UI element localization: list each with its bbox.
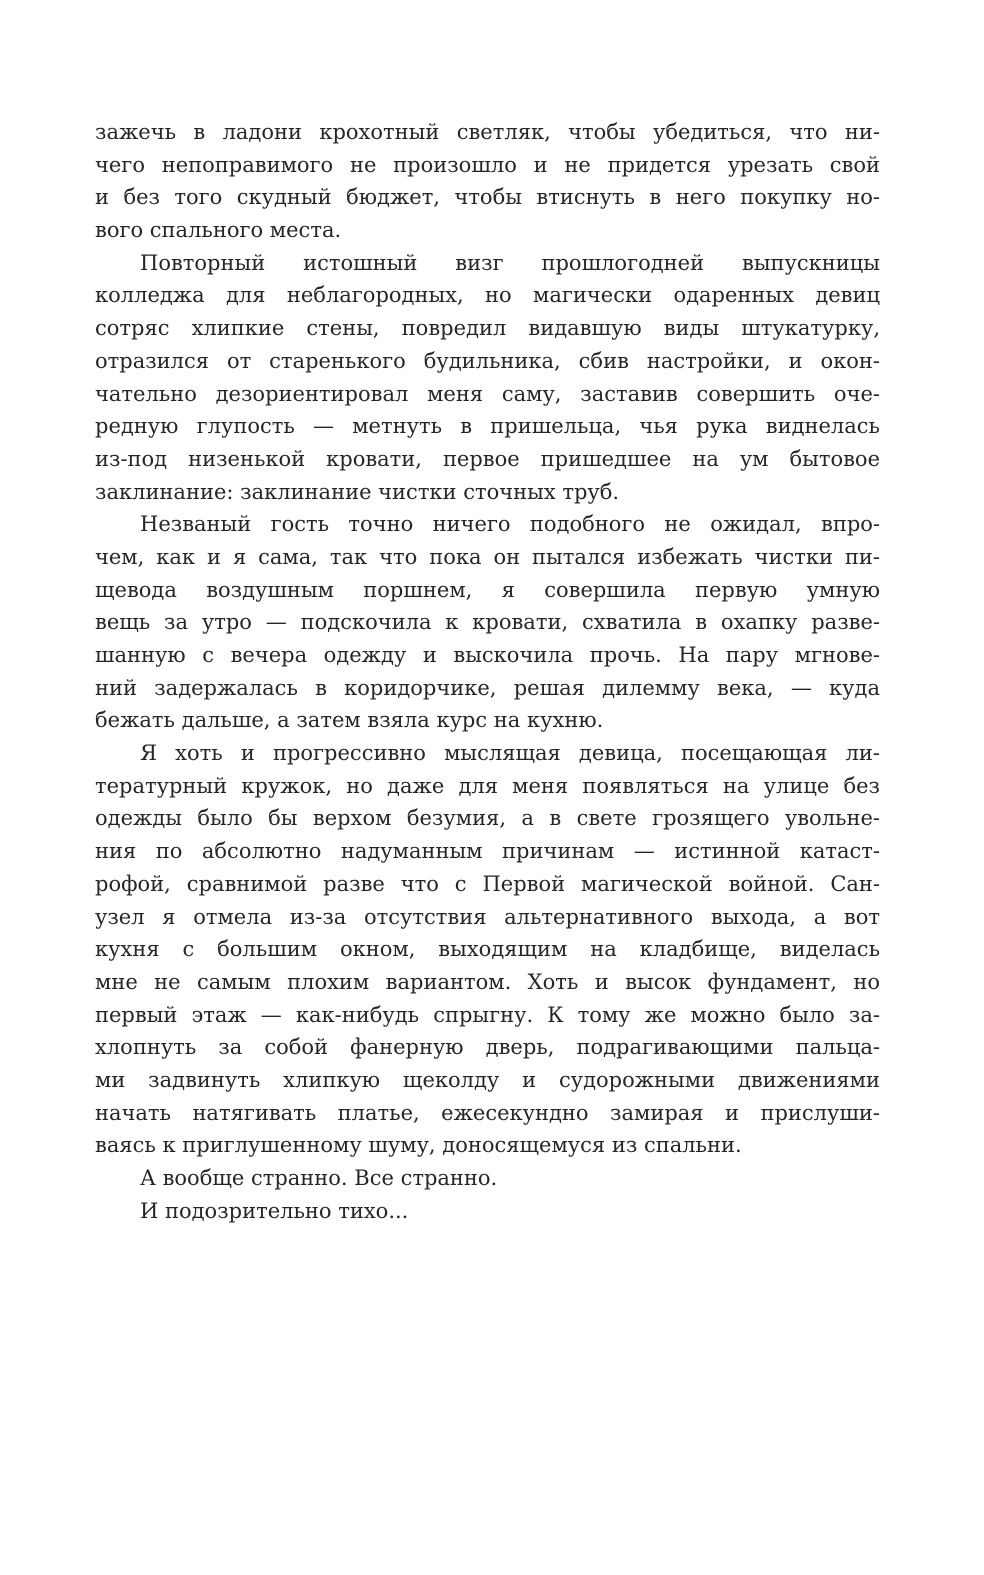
text-line: зажечь в ладони крохотный светляк, чтобы убедиться, что ни- [95,120,880,144]
text-line: шанную с вечера одежду и выскочила прочь. На пару мгнове- [95,643,880,667]
text-line: А вообще странно. Все странно. [140,1166,498,1190]
text-line: узел я отмела из-за отсутствия альтернативного выхода, а вот [95,904,880,929]
text-line: чем, как и я сама, так что пока он пытался избежать чистки пи- [95,544,880,569]
text-line: сотряс хлипкие стены, повредил видавшую виды штукатурку, [95,316,880,341]
text-line: ния по абсолютно надуманным причинам — истинной катаст- [95,839,880,864]
text-line: Я хоть и прогрессивно мыслящая девица, посещающая ли- [140,741,880,766]
text-line: мне не самым плохим вариантом. Хоть и высок фундамент, но [95,969,880,994]
text-line: и без того скудный бюджет, чтобы втиснуть в него покупку но- [95,185,880,210]
text-line: Повторный истошный визг прошлогодней выпускницы [140,250,880,275]
text-line: одежды было бы верхом безумия, а в свете грозящего увольне- [95,806,880,831]
text-line: И подозрительно тихо... [140,1198,409,1223]
text-line: тературный кружок, но даже для меня появляться на улице без [95,773,880,798]
text-line: первый этаж — как-нибудь спрыгну. К тому же можно было за- [95,1002,880,1027]
text-line: щевода воздушным поршнем, я совершила первую умную [95,577,880,602]
paragraph [95,508,880,737]
text-line: вого спального места. [95,218,342,243]
paragraph [95,1195,880,1228]
text-line: колледжа для неблагородных, но магически одаренных девиц [95,283,880,308]
text-line: рофой, сравнимой разве что с Первой магической войной. Сан- [95,871,880,896]
text-line: отразился от старенького будильника, сбив настройки, и окон- [95,348,880,373]
body-text [95,116,880,1227]
paragraph [95,247,880,509]
text-line: редную глупость — метнуть в пришельца, чья рука виднелась [95,414,880,439]
text-line: ми задвинуть хлипкую щеколду и судорожными движениями [95,1067,880,1092]
paragraph [95,737,880,1162]
text-line: чательно дезориентировал меня саму, заставив совершить оче- [95,381,880,406]
paragraph [95,1162,880,1195]
text-line: вещь за утро — подскочила к кровати, схватила в охапку разве- [95,610,880,635]
text-line: ний задержалась в коридорчике, решая дилемму века, — куда [95,675,880,700]
text-line: заклинание: заклинание чистки сточных труб. [95,479,620,504]
text-line: Незваный гость точно ничего подобного не ожидал, впро- [140,512,880,537]
text-line: ваясь к приглушенному шуму, доносящемуся из спальни. [95,1133,742,1158]
paragraph [95,116,880,247]
text-line: кухня с большим окном, выходящим на кладбище, виделась [95,937,880,962]
text-line: из-под низенькой кровати, первое пришедшее на ум бытовое [95,446,880,471]
text-line: бежать дальше, а затем взяла курс на кухню. [95,708,604,733]
text-line: чего непоправимого не произошло и не придется урезать свой [95,152,880,177]
text-line: хлопнуть за собой фанерную дверь, подрагивающими пальца- [95,1035,880,1060]
text-line: начать натягивать платье, ежесекундно замирая и прислуши- [95,1100,880,1125]
